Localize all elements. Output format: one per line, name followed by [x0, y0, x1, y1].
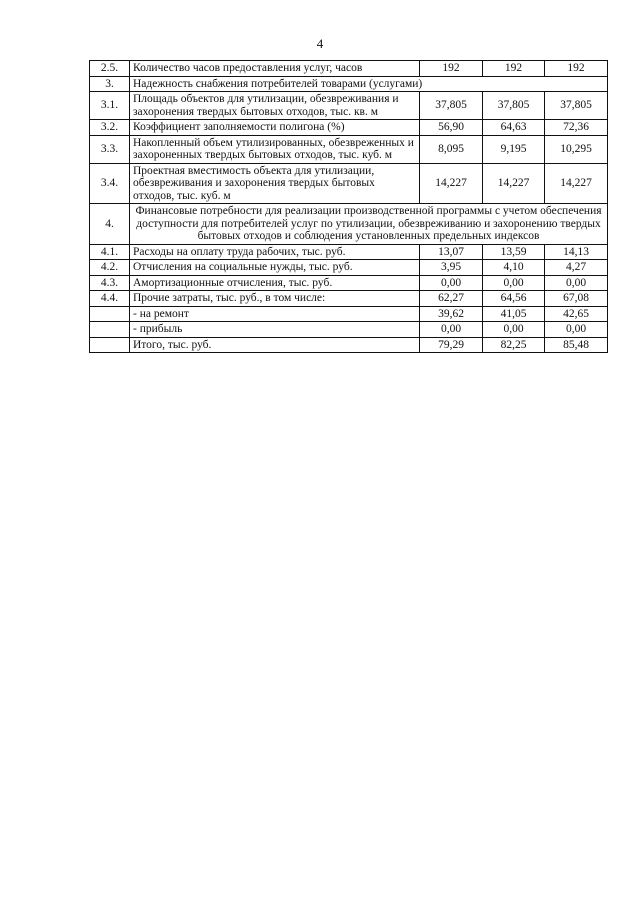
value-year-2: 41,05: [483, 306, 545, 322]
value-year-3: 72,36: [545, 120, 608, 136]
value-year-1: 14,227: [420, 163, 483, 204]
value-year-3: 37,805: [545, 92, 608, 120]
value-year-1: 79,29: [420, 337, 483, 353]
row-description: Прочие затраты, тыс. руб., в том числе:: [130, 291, 420, 307]
row-description: Отчисления на социальные нужды, тыс. руб.: [130, 260, 420, 276]
row-number: 3.: [90, 76, 130, 92]
value-year-1: 13,07: [420, 244, 483, 260]
row-number: [90, 306, 130, 322]
table-row: [90, 291, 608, 307]
value-year-3: 0,00: [545, 322, 608, 338]
table-row: [90, 260, 608, 276]
value-year-1: 62,27: [420, 291, 483, 307]
value-year-1: 3,95: [420, 260, 483, 276]
value-year-2: 64,63: [483, 120, 545, 136]
table-row: [90, 204, 608, 245]
row-description: - на ремонт: [130, 306, 420, 322]
value-year-3: 14,13: [545, 244, 608, 260]
value-year-3: 10,295: [545, 135, 608, 163]
row-description: Проектная вместимость объекта для утилизации, обезвреживания и захоронения твердых бытовых отходов, тыс. куб. м: [130, 163, 420, 204]
value-year-2: 64,56: [483, 291, 545, 307]
value-year-1: 37,805: [420, 92, 483, 120]
row-description: Накопленный объем утилизированных, обезвреженных и захороненных твердых бытовых отходов, тыс. куб. м: [130, 135, 420, 163]
value-year-2: 0,00: [483, 275, 545, 291]
row-description: Количество часов предоставления услуг, часов: [130, 61, 420, 77]
value-year-2: 13,59: [483, 244, 545, 260]
row-number: 4.2.: [90, 260, 130, 276]
table-row: [90, 92, 608, 120]
value-year-3: 14,227: [545, 163, 608, 204]
value-year-2: 192: [483, 61, 545, 77]
row-number: 3.4.: [90, 163, 130, 204]
row-number: 4.3.: [90, 275, 130, 291]
table-row: [90, 163, 608, 204]
value-year-1: 56,90: [420, 120, 483, 136]
value-year-1: 8,095: [420, 135, 483, 163]
row-description: Расходы на оплату труда рабочих, тыс. руб.: [130, 244, 420, 260]
value-year-3: 192: [545, 61, 608, 77]
value-year-3: 4,27: [545, 260, 608, 276]
value-year-2: 14,227: [483, 163, 545, 204]
table-row: [90, 76, 608, 92]
value-year-2: 0,00: [483, 322, 545, 338]
row-number: 4.1.: [90, 244, 130, 260]
row-number: 3.2.: [90, 120, 130, 136]
row-description: Коэффициент заполняемости полигона (%): [130, 120, 420, 136]
row-description: Итого, тыс. руб.: [130, 337, 420, 353]
row-number: 2.5.: [90, 61, 130, 77]
value-year-3: 67,08: [545, 291, 608, 307]
value-year-2: 82,25: [483, 337, 545, 353]
indicators-table: [89, 60, 608, 353]
row-description: Амортизационные отчисления, тыс. руб.: [130, 275, 420, 291]
value-year-2: 37,805: [483, 92, 545, 120]
row-number: 4.4.: [90, 291, 130, 307]
value-year-2: 4,10: [483, 260, 545, 276]
row-number: 4.: [90, 204, 130, 245]
value-year-2: 9,195: [483, 135, 545, 163]
row-number: 3.3.: [90, 135, 130, 163]
value-year-1: 192: [420, 61, 483, 77]
table-row: [90, 120, 608, 136]
value-year-3: 85,48: [545, 337, 608, 353]
value-year-3: 0,00: [545, 275, 608, 291]
row-description: Площадь объектов для утилизации, обезвреживания и захоронения твердых бытовых отходов, тыс. кв. м: [130, 92, 420, 120]
row-description: Надежность снабжения потребителей товарами (услугами): [130, 76, 608, 92]
table-row: [90, 61, 608, 77]
value-year-1: 0,00: [420, 275, 483, 291]
value-year-1: 39,62: [420, 306, 483, 322]
value-year-1: 0,00: [420, 322, 483, 338]
row-number: [90, 322, 130, 338]
value-year-3: 42,65: [545, 306, 608, 322]
table-row: [90, 306, 608, 322]
row-number: 3.1.: [90, 92, 130, 120]
table-row: [90, 244, 608, 260]
table-row: [90, 337, 608, 353]
table-row: [90, 322, 608, 338]
page-number: 4: [316, 36, 324, 51]
table-row: [90, 275, 608, 291]
row-description: Финансовые потребности для реализации производственной программы с учетом обеспечения доступности для потребителей услуг по утилизации, обезвреживанию и захоронению твердых бытовых отходов и соблюдения установленных предельных индексов: [130, 204, 608, 245]
row-number: [90, 337, 130, 353]
row-description: - прибыль: [130, 322, 420, 338]
table-row: [90, 135, 608, 163]
